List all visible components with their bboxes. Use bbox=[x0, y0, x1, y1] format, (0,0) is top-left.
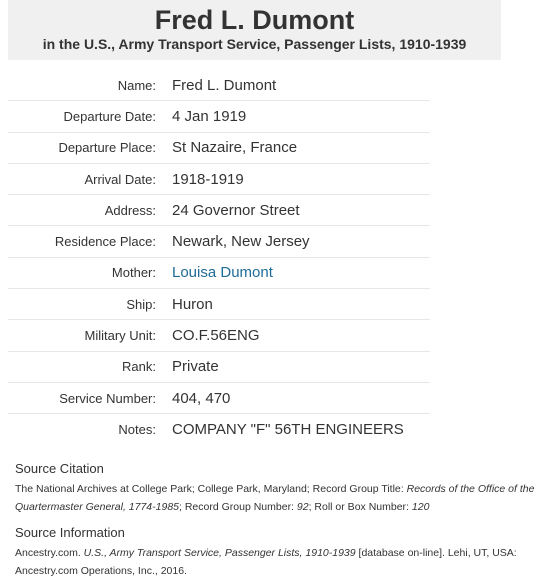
source-citation-text: The National Archives at College Park; College Park, Maryland; Record Group Title: Records of the Office of the Quartermaster General, 1774-1985; Record Group Number: 92; Roll or Box Number: 120 bbox=[15, 483, 535, 513]
field-value: COMPANY "F" 56TH ENGINEERS bbox=[172, 421, 404, 439]
field-value: St Nazaire, France bbox=[172, 139, 298, 157]
field-label: Military Unit: bbox=[84, 328, 156, 344]
record-header bbox=[8, 0, 501, 60]
field-value: Private bbox=[172, 358, 219, 376]
collection-subtitle: in the U.S., Army Transport Service, Passenger Lists, 1910-1939 bbox=[42, 36, 467, 52]
field-value-link[interactable]: Louisa Dumont bbox=[172, 264, 273, 282]
source-citation-heading: Source Citation bbox=[15, 461, 104, 476]
record-row bbox=[8, 195, 430, 226]
record-row bbox=[8, 101, 430, 132]
source-citation-section bbox=[15, 461, 545, 516]
field-value: Newark, New Jersey bbox=[172, 233, 310, 251]
record-row bbox=[8, 164, 430, 195]
field-value: 24 Governor Street bbox=[172, 201, 300, 219]
field-value: 404, 470 bbox=[172, 389, 231, 407]
record-row bbox=[8, 289, 430, 320]
record-row bbox=[8, 258, 430, 289]
field-label: Name: bbox=[117, 77, 156, 93]
field-label: Residence Place: bbox=[54, 234, 156, 250]
field-value: 4 Jan 1919 bbox=[172, 107, 247, 125]
field-value: Fred L. Dumont bbox=[172, 76, 277, 94]
record-row bbox=[8, 226, 430, 257]
source-information-heading: Source Information bbox=[15, 525, 125, 540]
field-value: CO.F.56ENG bbox=[172, 327, 260, 345]
field-label: Rank: bbox=[122, 359, 156, 375]
record-fields-table bbox=[8, 70, 430, 446]
person-name-title: Fred L. Dumont bbox=[154, 5, 355, 35]
source-information-section bbox=[15, 525, 545, 580]
record-row bbox=[8, 383, 430, 414]
field-value: 1918-1919 bbox=[172, 170, 244, 188]
field-label: Notes: bbox=[118, 422, 156, 438]
field-value: Huron bbox=[172, 295, 213, 313]
field-label: Departure Place: bbox=[58, 140, 156, 156]
field-label: Arrival Date: bbox=[84, 171, 156, 187]
record-row bbox=[8, 414, 430, 445]
field-label: Mother: bbox=[111, 265, 156, 281]
record-row bbox=[8, 352, 430, 383]
record-row bbox=[8, 133, 430, 164]
record-row bbox=[8, 320, 430, 351]
field-label: Address: bbox=[104, 202, 156, 218]
field-label: Departure Date: bbox=[63, 108, 156, 124]
field-label: Service Number: bbox=[59, 390, 156, 406]
field-label: Ship: bbox=[126, 296, 156, 312]
record-row bbox=[8, 70, 430, 101]
source-information-text: Ancestry.com. U.S., Army Transport Service, Passenger Lists, 1910-1939 [database on-line]. Lehi, UT, USA: Ancestry.com Operations, Inc., 2016. bbox=[15, 547, 517, 577]
